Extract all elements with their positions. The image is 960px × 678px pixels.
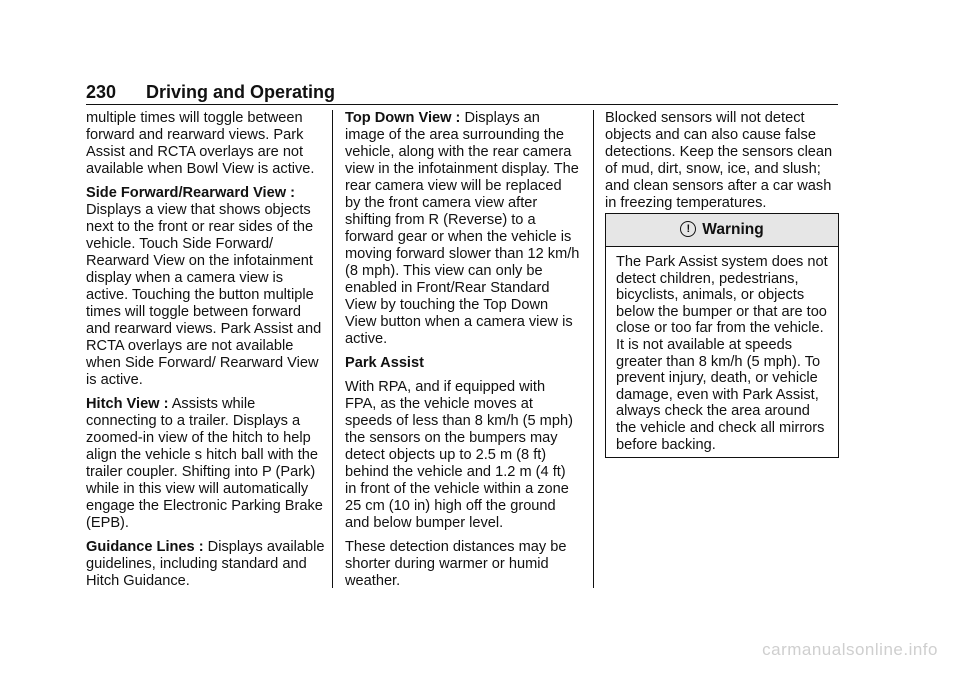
paragraph-rpa: With RPA, and if equipped with FPA, as the vehicle moves at speeds of less than 8 km/h (5 mph) the sensors on the bumpers may detect objects up to 2.5 m (8 ft) behind the vehicle and 1.2 m (4 ft) in front of the vehicle within a zone 25 cm (10 in) high off the ground and below bumper level. <box>345 379 573 531</box>
column-divider <box>332 110 333 588</box>
term-side-view: Side Forward/Rearward View : <box>86 185 295 201</box>
page-number: 230 <box>86 82 117 102</box>
paragraph: multiple times will toggle between forward and rearward views. Park Assist and RCTA overlays are not available when Bowl View is active. <box>86 110 315 177</box>
paragraph-blocked-sensors: Blocked sensors will not detect objects and can also cause false detections. Keep the sensors clean of mud, dirt, snow, ice, and slush; and clean sensors after a car wash in freezing temperatures. <box>605 110 833 211</box>
warning-header <box>606 214 838 247</box>
paragraph-hitch-view <box>86 396 326 532</box>
header-rule <box>86 104 838 105</box>
warning-text: The Park Assist system does not detect children, pedestrians, bicyclists, animals, or objects below the bumper or that are too close or too far from the vehicle. It is not available at speeds greater than 8 km/h (5 mph). To prevent injury, death, or vehicle damage, even with Park Assist, always check the area around the vehicle and check all mirrors before backing. <box>616 254 828 453</box>
paragraph-detection-distances: These detection distances may be shorter during warmer or humid weather. <box>345 539 567 589</box>
column-3 <box>605 110 840 219</box>
side-view-text: Displays a view that shows objects next to the front or rear sides of the vehicle. Touch Side Forward/ Rearward View on the infotainment display when a camera view is active. Touching the button multiple times will toggle between forward and rearward views. Park Assist and RCTA overlays are not available when Side Forward/ Rearward View is active. <box>86 202 322 388</box>
park-assist-heading: Park Assist <box>345 355 424 371</box>
term-guidance-lines: Guidance Lines : <box>86 539 204 555</box>
section-title: Driving and Operating <box>146 82 336 102</box>
paragraph-top-down-view <box>345 110 580 348</box>
warning-box <box>605 213 839 458</box>
paragraph-side-view <box>86 185 326 389</box>
exclamation-circle-icon: ! <box>680 221 696 237</box>
page-header <box>86 82 838 106</box>
term-top-down-view: Top Down View : <box>345 110 461 126</box>
top-down-view-text: Displays an image of the area surrounding the vehicle, along with the rear camera view in the infotainment display. The rear camera view will be replaced by the front camera view after shifting from R (Reverse) to a forward gear or when the vehicle is moving forward slower than 12 km/h (8 mph). This view can only be enabled in Front/Rear Standard View by touching the Top Down View button when a camera view is active. <box>345 110 580 347</box>
hitch-view-text: Assists while connecting to a trailer. Displays a zoomed-in view of the hitch to help align the vehicle s hitch ball with the trailer coupler. Shifting into P (Park) while in this view will automatically engage the Electronic Parking Brake (EPB). <box>86 396 323 531</box>
term-hitch-view: Hitch View : <box>86 396 169 412</box>
column-divider <box>593 110 594 588</box>
guidance-lines-text: Displays available guidelines, including standard and Hitch Guidance. <box>86 539 325 589</box>
watermark: carmanualsonline.info <box>762 640 938 659</box>
warning-title: Warning <box>702 221 764 238</box>
paragraph-guidance-lines <box>86 539 326 590</box>
column-1 <box>86 110 326 597</box>
column-2 <box>345 110 580 597</box>
